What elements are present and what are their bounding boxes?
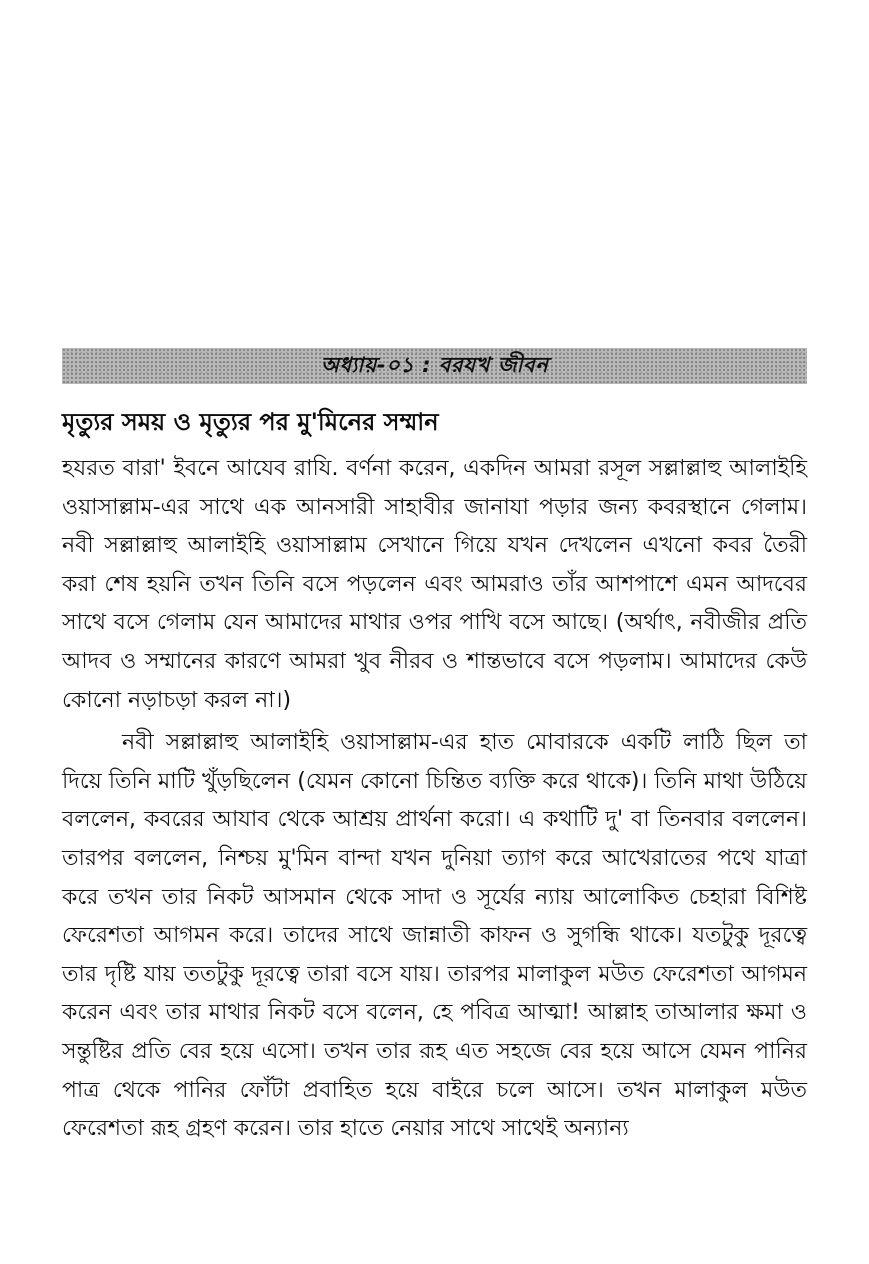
paragraph-1: হযরত বারা' ইবনে আযেব রাযি. বর্ণনা করেন, একদিন আমরা রসূল সল্লাল্লাহু আলাইহি ওয়াসাল্লাম-এর সাথে এক আনসারী সাহাবীর জানাযা পড়ার জন্য কবরস্থানে গেলাম। নবী সল্লাল্লাহু আলাইহি ওয়াসাল্লাম সেখানে গিয়ে যখন দেখলেন এখনো কবর তৈরী করা শেষ হয়নি তখন তিনি বসে পড়লেন এবং আমরাও তাঁর আশপাশে এমন আদবের সাথে বসে গেলাম যেন আমাদের মাথার ওপর পাখি বসে আছে। (অর্থাৎ, নবীজীর প্রতি আদব ও সম্মানের কারণে আমরা খুব নীরব ও শান্তভাবে বসে পড়লাম। আমাদের কেউ কোনো নড়াচড়া করল না।) <box>62 456 807 713</box>
section-heading: মৃত্যুর সময় ও মৃত্যুর পর মু'মিনের সম্মান <box>62 408 439 436</box>
chapter-title: অধ্যায়-০১ : বরযখ জীবন <box>320 352 549 377</box>
body-text <box>62 450 807 1149</box>
chapter-banner <box>62 348 807 384</box>
paragraph-2: নবী সল্লাল্লাহু আলাইহি ওয়াসাল্লাম-এর হাত মোবারকে একটি লাঠি ছিল তা দিয়ে তিনি মাটি খুঁড়ছিলেন (যেমন কোনো চিন্তিত ব্যক্তি করে থাকে)। তিনি মাথা উঠিয়ে বললেন, কবরের আযাব থেকে আশ্রয় প্রার্থনা করো। এ কথাটি দু' বা তিনবার বললেন। তারপর বললেন, নিশ্চয় মু'মিন বান্দা যখন দুনিয়া ত্যাগ করে আখেরাতের পথে যাত্রা করে তখন তার নিকট আসমান থেকে সাদা ও সূর্যের ন্যায় আলোকিত চেহারা বিশিষ্ট ফেরেশতা আগমন করে। তাদের সাথে জান্নাতী কাফন ও সুগন্ধি থাকে। যতটুকু দূরত্বে তার দৃষ্টি যায় ততটুকু দূরত্বে তারা বসে যায়। তারপর মালাকুল মউত ফেরেশতা আগমন করেন এবং তার মাথার নিকট বসে বলেন, হে পবিত্র আত্মা! আল্লাহ তাআলার ক্ষমা ও সন্তুষ্টির প্রতি বের হয়ে এসো। তখন তার রূহ এত সহজে বের হয়ে আসে যেমন পানির পাত্র থেকে পানির ফোঁটা প্রবাহিত হয়ে বাইরে চলে আসে। তখন মালাকুল মউত ফেরেশতা রূহ গ্রহণ করেন। তার হাতে নেয়ার সাথে সাথেই অন্যান্য <box>62 730 807 1142</box>
